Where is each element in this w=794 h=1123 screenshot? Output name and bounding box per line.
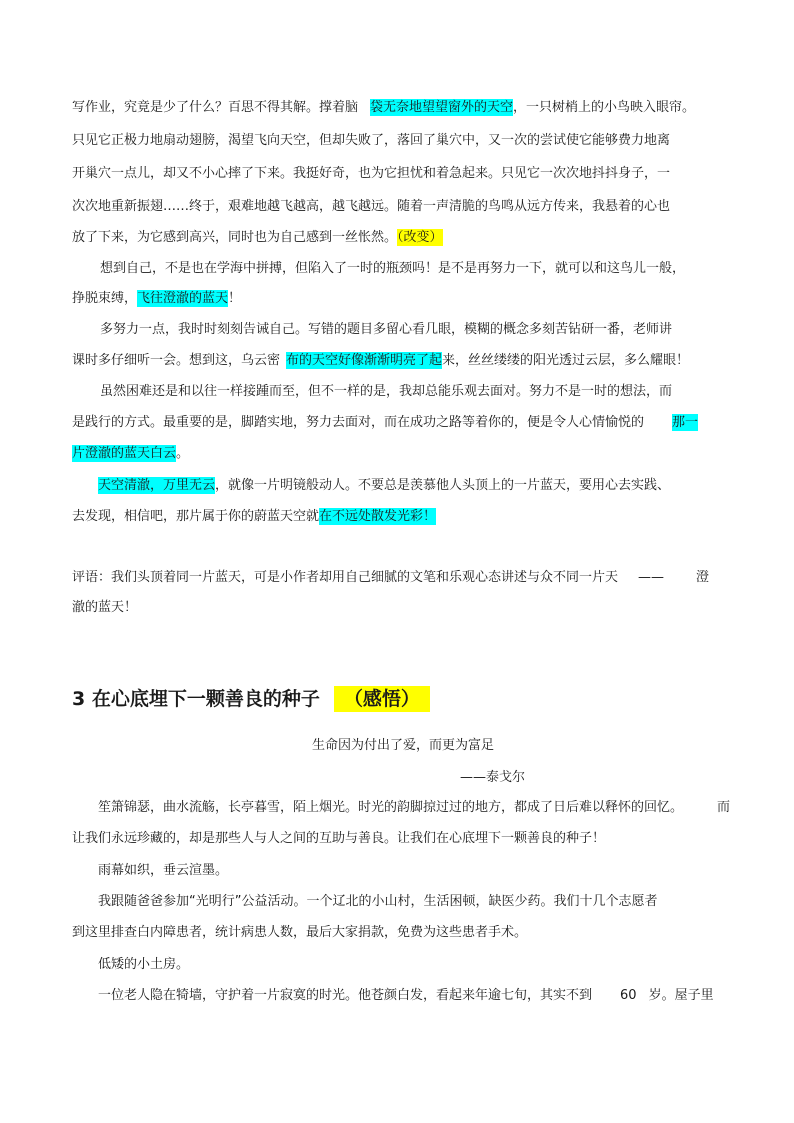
text-segment: 是践行的方式。最重要的是，脚踏实地，努力去面对，而在成功之路等着你的，便是令人心情愉悦的 [72, 415, 645, 430]
paragraph-line [72, 351, 689, 371]
section-tag: （感悟） [334, 686, 430, 712]
paragraph-line: 让我们永远珍藏的，却是那些人与人之间的互助与善良。让我们在心底埋下一颗善良的种子！ [72, 831, 606, 846]
comment-text: 澄 [696, 570, 710, 585]
paragraph-line [72, 98, 695, 118]
highlighted-phrase: 那一 [672, 415, 699, 430]
text-segment: 放了下来，为它感到高兴，同时也为自己感到一丝怅然。 [72, 230, 398, 245]
highlighted-tag: （改变） [397, 230, 443, 245]
text-segment: 笙箫锦瑟，曲水流觞，长亭暮雪，陌上烟光。时光的韵脚掠过过的地方，都成了日后难以释怀的回忆。 [98, 800, 684, 815]
paragraph-line: 想到自己，不是也在学海中拼搏，但陷入了一时的瓶颈吗！是不是再努力一下，就可以和这鸟儿一般， [100, 261, 686, 276]
text-segment: 岁。屋子里 [648, 988, 714, 1003]
highlighted-phrase: 袋无奈地望望窗外的天空 [370, 100, 514, 115]
comment-line: 澈的蓝天！ [72, 600, 138, 615]
text-segment: 去发现，相信吧，那片属于你的蔚蓝天空就 [72, 509, 320, 524]
text-segment: ，就像一片明镜般动人。不要总是羡慕他人头顶上的一片蓝天，要用心去实践、 [215, 478, 671, 493]
text-segment: 来，丝丝缕缕的阳光透过云层，多么耀眼！ [442, 353, 690, 368]
paragraph-line: 虽然困难还是和以往一样接踵而至，但不一样的是，我却总能乐观去面对。努力不是一时的想法，而 [100, 384, 673, 399]
highlighted-phrase: 在不远处散发光彩！ [319, 509, 437, 524]
text-segment: 课时多仔细听一会。想到这，乌云密 [72, 353, 281, 368]
paragraph-line [72, 413, 698, 433]
paragraph-line: 开巢穴一点儿，却又不小心摔了下来。我挺好奇，也为它担忧和着急起来。只见它一次次地抖抖身子，一 [72, 166, 671, 181]
text-segment: 写作业，究竟是少了什么？百思不得其解。撑着脑 [72, 100, 359, 115]
paragraph-line [72, 289, 241, 309]
paragraph-line: 雨幕如织，垂云渲墨。 [98, 863, 229, 878]
paragraph-line: 多努力一点，我时时刻刻告诫自己。写错的题目多留心看几眼，模糊的概念多刻苦钻研一番，老师讲 [100, 322, 673, 337]
text-segment: 一位老人隐在犄墙，守护着一片寂寞的时光。他苍颜白发，看起来年逾七旬，其实不到 [98, 988, 593, 1003]
paragraph-line: 低矮的小土房。 [98, 957, 190, 972]
paragraph-line [72, 507, 436, 527]
paragraph-line [72, 228, 443, 248]
highlighted-phrase: 片澄澈的蓝天白云 [72, 446, 177, 461]
section-title-text: 3 在心底埋下一颗善良的种子 [72, 688, 320, 710]
highlighted-phrase: 飞往澄澈的蓝天 [137, 291, 229, 306]
epigraph-author: ——泰戈尔 [460, 770, 526, 785]
text-segment: ！ [228, 291, 242, 306]
paragraph-line: 只见它正极力地扇动翅膀，渴望飞向天空，但却失败了，落回了巢穴中，又一次的尝试使它能够费力地离 [72, 133, 671, 148]
text-segment: 而 [717, 800, 731, 815]
comment-text: 评语：我们头顶着同一片蓝天，可是小作者却用自己细腻的文笔和乐观心态讲述与众不同一片天 [72, 570, 619, 585]
paragraph-line [98, 476, 670, 496]
paragraph-line: 到这里排查白内障患者，统计病患人数，最后大家捐款，免费为这些患者手术。 [72, 925, 528, 940]
paragraph-line [98, 986, 714, 1006]
section-title [72, 684, 430, 714]
paragraph-line [98, 798, 730, 818]
paragraph-line: 次次地重新振翅……终于，艰难地越飞越高，越飞越远。随着一声清脆的鸟鸣从远方传来，我悬着的心也 [72, 199, 671, 214]
text-segment: 挣脱束缚， [72, 291, 138, 306]
paragraph-line: 我跟随爸爸参加“光明行”公益活动。一个辽北的小山村，生活困顿，缺医少药。我们十几个志愿者 [98, 894, 658, 909]
highlighted-phrase: 天空清澈，万里无云 [98, 478, 216, 493]
comment-dash: —— [638, 570, 665, 585]
comment-line [72, 568, 709, 588]
highlighted-phrase: 布的天空好像渐渐明亮了起 [286, 353, 443, 368]
text-segment: ，一只树梢上的小鸟映入眼帘。 [513, 100, 696, 115]
number-text: 60 [620, 988, 637, 1003]
epigraph-quote: 生命因为付出了爱，而更为富足 [312, 738, 495, 753]
text-segment: 。 [176, 446, 190, 461]
paragraph-line [72, 444, 189, 464]
